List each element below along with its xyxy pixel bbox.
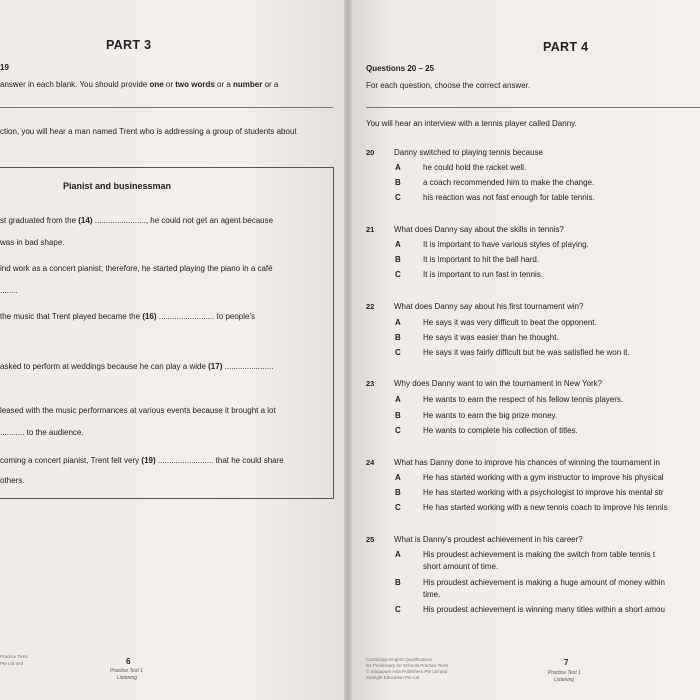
option-text[interactable]: He has started working with a psychologist to improve his mental str (423, 488, 664, 497)
option-text[interactable]: He has started working with a new tennis coach to improve his tennis (423, 503, 668, 512)
left-footer-small-2: Pte Ltd and (0, 661, 24, 666)
question-text: Why does Danny want to win the tournament in New York? (394, 379, 603, 388)
option-letter: B (395, 578, 401, 587)
question-number: 25 (366, 535, 375, 544)
divider (366, 107, 700, 108)
option-letter: A (395, 550, 401, 559)
copyright-line: © Singapore Asia Publishers Pte Ltd and (366, 669, 448, 674)
page-number: 6 (126, 657, 131, 666)
option-letter: C (395, 193, 401, 202)
notes-box-title: Pianist and businessman (63, 181, 172, 191)
question-range-fragment: 19 (0, 63, 9, 72)
option-letter: C (395, 348, 401, 357)
option-text[interactable]: His proudest achievement is winning many titles within a short amou (423, 605, 665, 614)
part-3-intro: ction, you will hear a man named Trent who is addressing a group of students about (0, 127, 297, 136)
footer-title: Practice Test 1 (548, 670, 581, 676)
option-letter: B (395, 488, 401, 497)
option-text[interactable]: He says it was very difficult to beat the opponent. (423, 318, 597, 327)
footer-subtitle: Listening (117, 675, 138, 681)
question-text: What is Danny's proudest achievement in his career? (394, 535, 583, 544)
option-text[interactable]: It is important to hit the ball hard. (423, 255, 540, 264)
question-number: 22 (366, 302, 375, 311)
part-3-title: PART 3 (106, 38, 152, 52)
question-number: 24 (366, 458, 375, 467)
option-letter: A (395, 318, 401, 327)
left-page (0, 0, 344, 700)
question-text: What has Danny done to improve his chances of winning the tournament in (394, 458, 660, 467)
option-text-continued: time. (423, 590, 441, 599)
right-page (352, 0, 700, 700)
book-gutter (344, 0, 352, 700)
question-text: What does Danny say about the skills in tennis? (394, 225, 564, 234)
part-3-instruction: answer in each blank. You should provide one or two words or a number or a (0, 80, 279, 89)
question-number: 20 (366, 148, 375, 157)
option-letter: B (395, 411, 401, 420)
question-range: Questions 20 – 25 (366, 64, 435, 73)
option-text[interactable]: He says it was fairly difficult but he was satisfied he won it. (423, 348, 630, 357)
part-4-title: PART 4 (543, 40, 589, 54)
left-footer-small-1: Practice Tests (0, 654, 28, 659)
option-text[interactable]: He wants to earn the big prize money. (423, 411, 558, 420)
option-letter: C (395, 270, 401, 279)
notes-line: ........... to the audience. (0, 428, 84, 437)
footer-subtitle: Listening (554, 677, 575, 683)
copyright-line: B1 Preliminary for Schools Practice Tests (366, 663, 449, 668)
question-number: 23 (366, 379, 375, 388)
option-text-continued: short amount of time. (423, 562, 499, 571)
option-text[interactable]: His proudest achievement is making a huge amount of money within (423, 578, 665, 587)
divider (0, 107, 333, 108)
option-text[interactable]: It is important to run fast in tennis. (423, 270, 544, 279)
option-text[interactable]: He says it was easier than he thought. (423, 333, 559, 342)
notes-line-19: coming a concert pianist, Trent felt very (19) ......................... that he could share (0, 456, 284, 465)
option-letter: A (395, 473, 401, 482)
notes-line: ind work as a concert pianist; therefore, he started playing the piano in a café (0, 264, 273, 273)
notes-line: was in bad shape. (0, 238, 65, 247)
notes-line-16: the music that Trent played became the (16) ......................... to people's (0, 312, 256, 321)
option-letter: B (395, 333, 401, 342)
part-4-intro: You will hear an interview with a tennis player called Danny. (366, 119, 577, 128)
option-text[interactable]: His proudest achievement is making the switch from table tennis t (423, 550, 656, 559)
part-4-instruction: For each question, choose the correct answer. (366, 81, 531, 90)
footer-title: Practice Test 1 (110, 668, 143, 674)
notes-line: leased with the music performances at various events because it brought a lot (0, 406, 276, 415)
option-text[interactable]: a coach recommended him to make the change. (423, 178, 595, 187)
option-letter: C (395, 426, 401, 435)
notes-line: ........ (0, 286, 18, 295)
option-letter: B (395, 255, 401, 264)
option-letter: A (395, 395, 401, 404)
option-text[interactable]: He has started working with a gym instructor to improve his physical (423, 473, 664, 482)
option-text[interactable]: It is important to have various styles of playing. (423, 240, 589, 249)
notes-line-14: st graduated from the (14) ......................., he could not get an agent because (0, 216, 274, 225)
option-letter: C (395, 503, 401, 512)
option-text[interactable]: He wants to earn the respect of his fellow tennis players. (423, 395, 624, 404)
option-letter: B (395, 178, 401, 187)
question-number: 21 (366, 225, 375, 234)
question-text: Danny switched to playing tennis because (394, 148, 543, 157)
option-letter: C (395, 605, 401, 614)
option-text[interactable]: He wants to complete his collection of titles. (423, 426, 578, 435)
notes-line-17: asked to perform at weddings because he can play a wide (17) ...................... (0, 362, 274, 371)
option-letter: A (395, 240, 401, 249)
page-number: 7 (564, 658, 569, 667)
notes-line: others. (0, 476, 25, 485)
copyright-line: Starlight Education Pte Ltd (366, 675, 420, 680)
copyright-line: Cambridge English Qualifications (366, 657, 433, 662)
option-letter: A (395, 163, 401, 172)
option-text[interactable]: his reaction was not fast enough for table tennis. (423, 193, 595, 202)
option-text[interactable]: he could hold the racket well. (423, 163, 527, 172)
question-text: What does Danny say about his first tournament win? (394, 302, 584, 311)
